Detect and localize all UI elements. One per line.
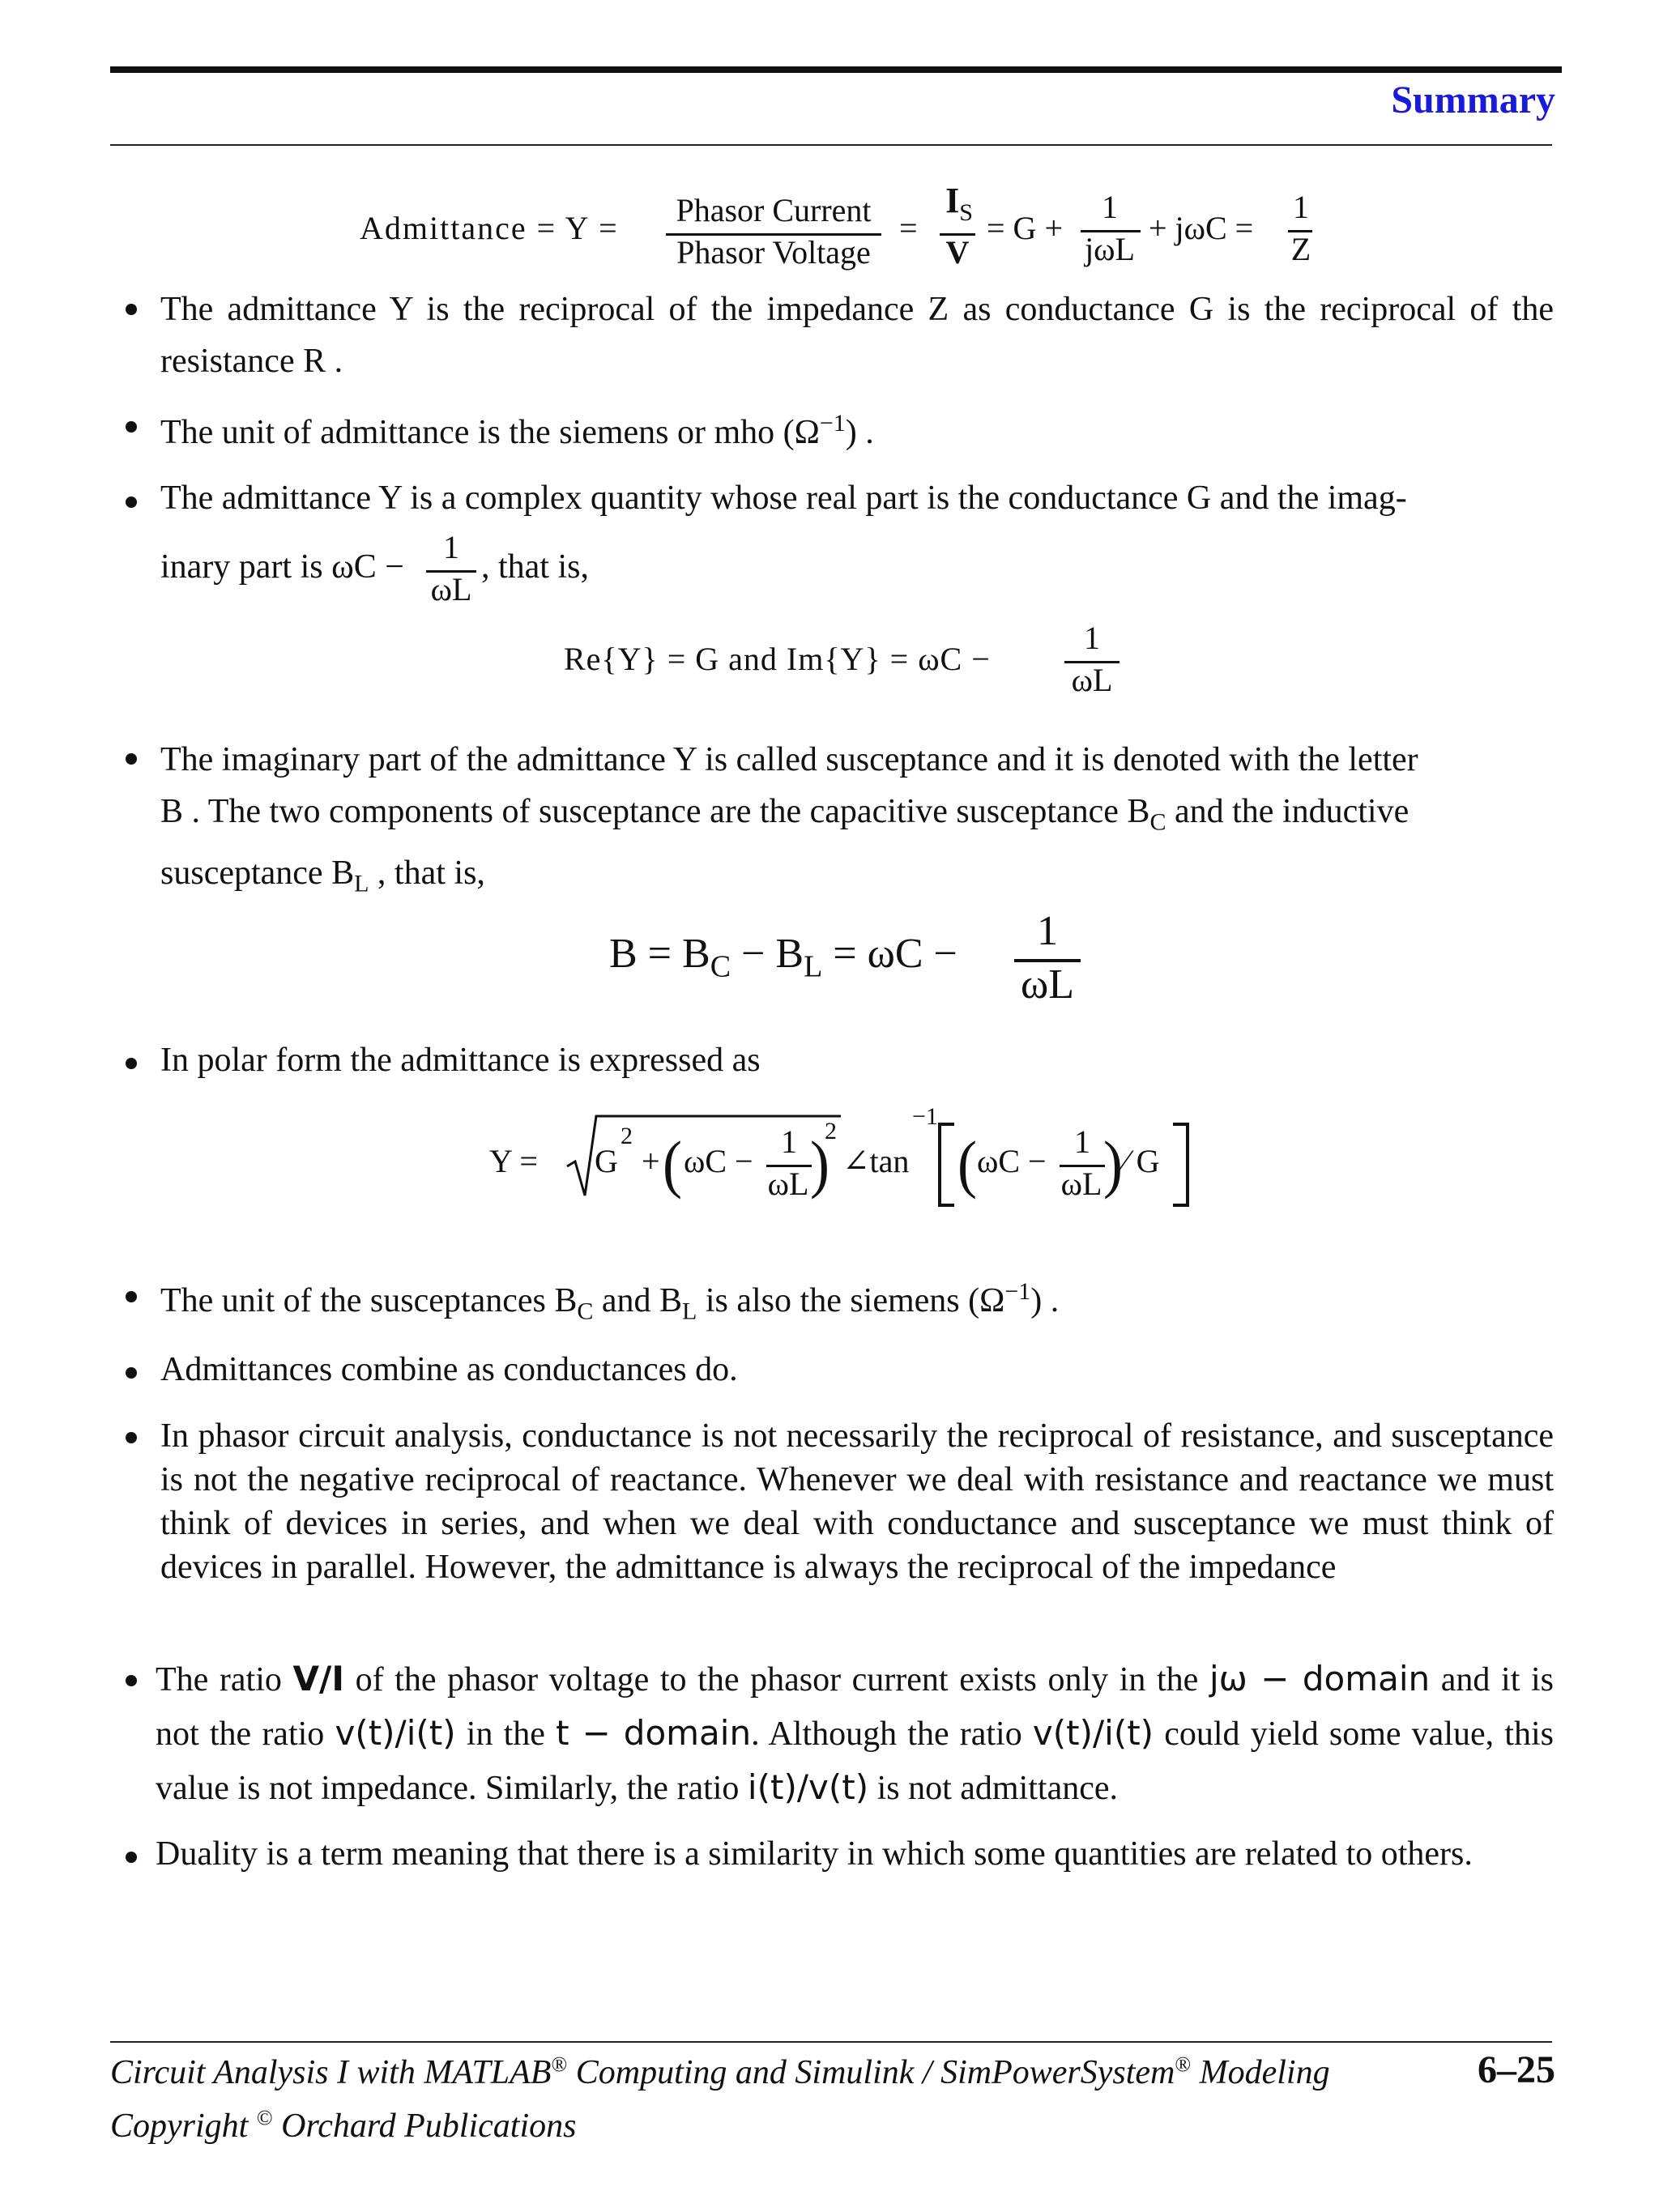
b3-line2-post: , that is, — [481, 548, 589, 586]
eq1-frac2-num: $I_S$ — [945, 181, 973, 226]
polar-g-sq: 2 — [621, 1123, 633, 1149]
polar-inv: −1 — [912, 1103, 938, 1130]
eq-re-im-num: 1 — [1084, 620, 1100, 656]
polar-plus: + — [642, 1143, 660, 1179]
paren-right: ) — [810, 1127, 830, 1200]
section-title: Summary — [1391, 79, 1555, 121]
polar-g: G — [595, 1143, 618, 1179]
eq1-frac1-num: Phasor Current — [676, 192, 872, 228]
eq1-frac3-den: jωL — [1085, 231, 1135, 267]
bullet-dot — [126, 1432, 137, 1443]
bullet-complex-quantity: The admittance Y is a complex quantity whose real part is the conductance G and the imag- — [160, 479, 1407, 517]
bracket-left — [935, 1121, 959, 1210]
b3-frac-num: 1 — [443, 529, 459, 565]
eq1-lhs: Admittance = Y = — [360, 210, 619, 246]
eq-re-im: Re{Y} = G and Im{Y} = ωC − — [564, 641, 991, 677]
polar-den: ωL — [767, 1166, 809, 1202]
b3-frac-den: ωL — [430, 571, 472, 607]
bullet-admittances-combine: Admittances combine as conductances do. — [160, 1351, 738, 1388]
polar-num: 1 — [781, 1123, 797, 1160]
eq1-eq-sign: = — [899, 210, 918, 246]
polar-paren-sq: 2 — [825, 1118, 837, 1144]
polar-num2: 1 — [1074, 1123, 1090, 1160]
bullet-phasor-analysis: In phasor circuit analysis, conductance is not necessarily the reciprocal of resistance, and susceptance is not the negative reciprocal of reactance. Whenever we deal with resistance and reactance we must think of devices in series, and when we deal with conductance and susceptance we must think of devices in parallel. However, the admittance is always the reciprocal of the impedance — [160, 1417, 1554, 1586]
eq-re-im-den: ωL — [1071, 662, 1113, 698]
footer-book-title: Circuit Analysis I with MATLAB® Computing and Simulink / SimPowerSystem® Modeling — [110, 2052, 1330, 2091]
bracket-right — [1170, 1121, 1194, 1210]
polar-wc2: ωC − — [977, 1143, 1047, 1179]
bullet-duality: Duality is a term meaning that there is a similarity in which some quantities are related to others. — [156, 1835, 1473, 1873]
paren2-left: ( — [957, 1127, 977, 1200]
eq1-frac4-den: Z — [1290, 231, 1311, 267]
bullet-dot — [126, 1675, 137, 1686]
polar-lhs: Y = — [489, 1143, 538, 1179]
bullet-susceptance-line1: The imaginary part of the admittance Y is called susceptance and it is denoted with the letter — [160, 741, 1418, 778]
page-number: 6–25 — [1478, 2048, 1555, 2091]
eq-b: $B = B_C - B_L = \omega C$ − — [609, 931, 957, 984]
header-subrule — [110, 144, 1552, 146]
bullet-dot — [126, 497, 137, 508]
bullet-dot — [126, 1291, 137, 1302]
bullet-dot — [126, 304, 137, 315]
eq-b-den: ωL — [1021, 961, 1074, 1008]
bullet-admittance-reciprocal: The admittance Y is the reciprocal of the impedance Z as conductance G is the reciprocal of the resistance R . — [160, 291, 1554, 380]
footer-copyright: Copyright © Orchard Publications — [110, 2106, 577, 2145]
eq1-mid: = G + — [987, 210, 1064, 246]
header-rule — [110, 66, 1562, 73]
bullet-polar-form: In polar form the admittance is expressed as — [160, 1042, 761, 1079]
polar-wc: ωC − — [684, 1143, 753, 1179]
b3-line2-pre: inary part is ωC − — [160, 548, 404, 586]
eq1-frac2-den: V — [945, 234, 970, 271]
footer-rule — [110, 2041, 1552, 2043]
eq1-frac1-den: Phasor Voltage — [676, 234, 871, 271]
bullet-dot — [126, 753, 137, 765]
bullet-unit-susceptances: The unit of the susceptances $B_C$ and $B_L$ is also the siemens $(\Omega^{-1})$ . — [160, 1278, 1060, 1325]
bullet-unit-admittance: The unit of admittance is the siemens or mho $(\Omega^{-1})$ . — [160, 410, 874, 451]
bullet-dot — [126, 1367, 137, 1379]
polar-den2: ωL — [1060, 1166, 1102, 1202]
bullet-dot — [126, 421, 137, 433]
polar-angle-tan: ∠tan — [842, 1143, 910, 1179]
paren2-right: ) — [1103, 1127, 1123, 1200]
bullet-dot — [126, 1852, 137, 1863]
eq-b-num: 1 — [1037, 908, 1058, 954]
paren-left: ( — [663, 1127, 682, 1200]
eq1-plus-jwc: + jωC = — [1149, 210, 1254, 246]
eq1-frac3-num: 1 — [1102, 189, 1118, 225]
bullet-susceptance-line2: B . The two components of susceptance are the capacitive susceptance $B_C$ and the inductive — [160, 793, 1410, 836]
eq1-frac4-num: 1 — [1293, 189, 1309, 225]
bullet-ratio-domain: The ratio V/I of the phasor voltage to the phasor current exists only in the jω − domain and it is not the ratio v(t)/i(t) in the t − domain. Although the ratio v(t)/i(t) could yield some value, this value is not impedance. Similarly, the ratio i(t)/v(t) is not admittance. — [156, 1659, 1554, 1807]
polar-over-g: ⁄ G — [1123, 1143, 1160, 1179]
bullet-susceptance-line3: susceptance $B_L$ , that is, — [160, 855, 485, 897]
bullet-dot — [126, 1058, 137, 1069]
